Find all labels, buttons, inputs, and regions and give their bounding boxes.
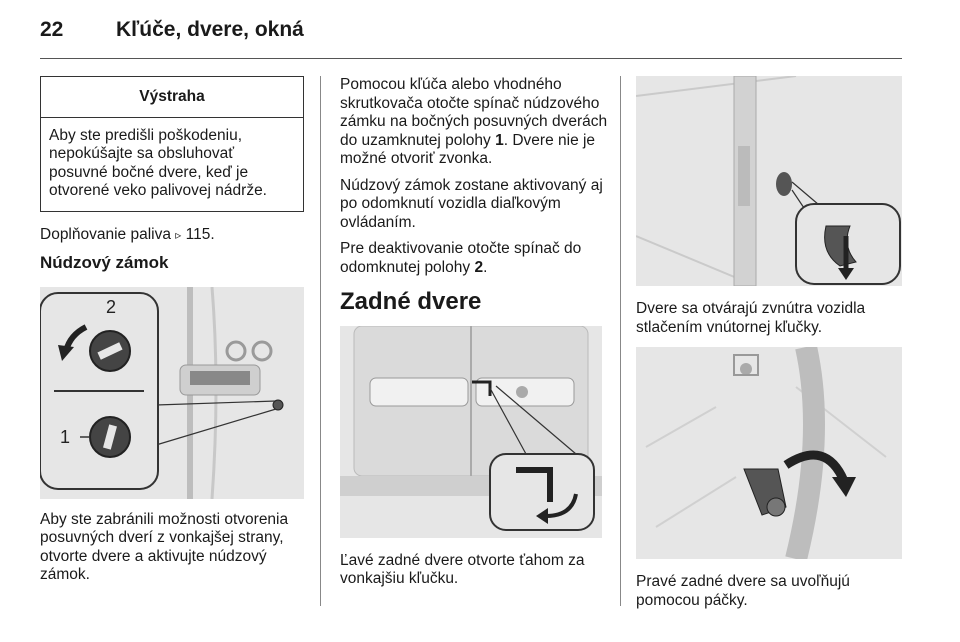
position-2-label: 2 — [474, 258, 484, 276]
page-reference-icon: ▹ — [175, 227, 182, 242]
column-middle — [340, 76, 608, 597]
rear-door-illustration — [340, 326, 602, 538]
refuel-page-link[interactable]: 115. — [185, 225, 215, 243]
refuel-reference — [40, 226, 304, 245]
page-number: 22 — [40, 18, 64, 41]
rear-door-text: Ľavé zadné dvere otvorte ťahom za vonkajšiu kľučku. — [340, 551, 585, 587]
interior-handle-figure — [636, 76, 902, 286]
header-divider — [40, 58, 902, 59]
emergency-lock-instructions — [340, 76, 608, 169]
page-title: Kľúče, dvere, okná — [116, 18, 304, 41]
emergency-lock-illustration — [40, 287, 304, 499]
deactivation-text-main: Pre deaktivovanie otočte spínač do odomknutej polohy — [340, 240, 582, 276]
remote-note: Núdzový zámok zostane aktivovaný aj po odomknutí vozidla diaľkovým ovládaním. — [340, 176, 603, 231]
figure-label-1: 1 — [60, 426, 71, 447]
column-divider — [620, 76, 621, 606]
instruction-text: . Dvere nie je možné otvoriť zvonka. — [340, 131, 596, 167]
heading-rear-doors: Zadné dvere — [340, 288, 482, 315]
figure-label-2: 2 — [106, 296, 117, 317]
position-1-label: 1 — [495, 131, 504, 149]
right-door-lever-figure — [636, 347, 902, 559]
emergency-lock-figure — [40, 287, 304, 499]
heading-emergency-lock: Núdzový zámok — [40, 253, 169, 272]
warning-title: Výstraha — [41, 77, 303, 118]
refuel-text: Doplňovanie paliva — [40, 225, 171, 243]
column-left — [40, 76, 304, 593]
emergency-lock-text: Aby ste zabránili možnosti otvorenia posuvných dverí z vonkajšej strany, otvorte dvere a aktivujte núdzový zámok. — [40, 510, 289, 583]
interior-handle-illustration — [636, 76, 902, 286]
deactivation-text-end: . — [483, 258, 488, 276]
right-door-lever-illustration — [636, 347, 902, 559]
interior-handle-text: Dvere sa otvárajú zvnútra vozidla stlačením vnútornej kľučky. — [636, 300, 866, 336]
right-door-lever-text: Pravé zadné dvere sa uvoľňujú pomocou páčky. — [636, 573, 850, 609]
warning-text: Aby ste predišli poškodeniu, nepokúšajte sa obsluhovať posuvné bočné dvere, keď je otvorené veko palivovej nádrže. — [49, 126, 267, 199]
rear-door-figure — [340, 326, 602, 538]
instruction-text: Pomocou kľúča alebo vhodného skrutkovača otočte spínač núdzového zámku na bočných posuvných dverách do uzamknutej polohy — [340, 76, 608, 149]
deactivation-text — [340, 240, 608, 277]
column-divider — [320, 76, 321, 606]
column-right — [636, 76, 902, 618]
warning-box — [40, 76, 304, 212]
